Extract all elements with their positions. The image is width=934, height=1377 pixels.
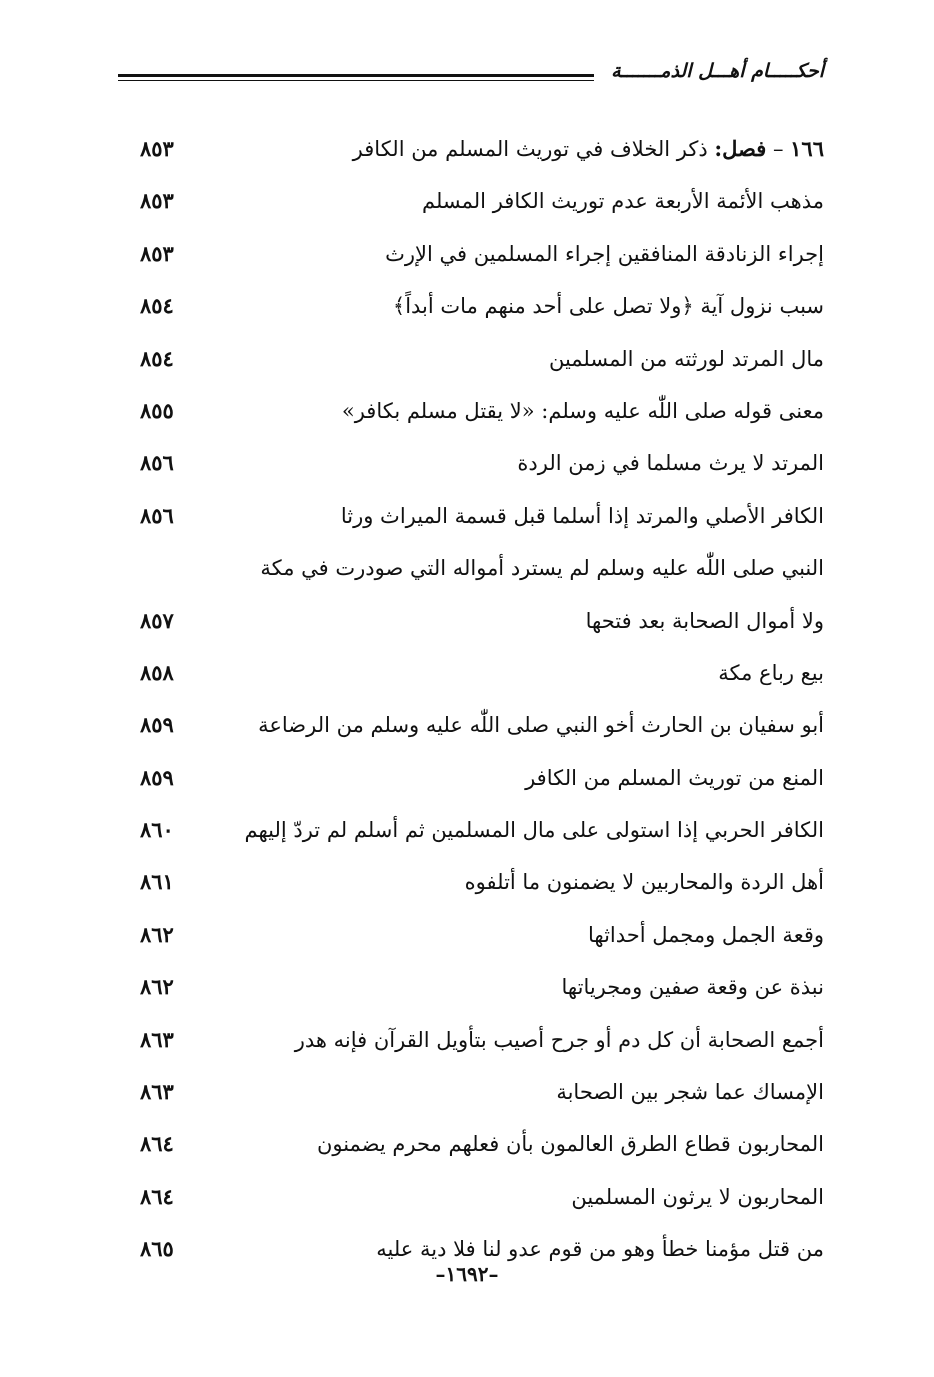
toc-entry [140, 857, 824, 909]
toc-entry-title: الكافر الحربي إذا استولى على مال المسلمين ثم أسلم لم تردّ إليهم [244, 818, 824, 843]
toc-entry-title: مال المرتد لورثته من المسلمين [548, 346, 824, 371]
toc-entry-title: أجمع الصحابة أن كل دم أو جرح أصيب بتأويل القرآن فإنه هدر [294, 1027, 824, 1052]
toc-entry [140, 229, 824, 281]
toc-entry [140, 805, 824, 857]
toc-entry [140, 386, 824, 438]
toc-entry [140, 700, 824, 752]
toc-entry-title: الكافر الأصلي والمرتد إذا أسلما قبل قسمة الميراث ورثا [340, 503, 824, 528]
section-label: فصل: [714, 136, 767, 161]
toc-page-number: ٨٦٤ [140, 1183, 174, 1209]
toc-entry-title: المحاربون قطاع الطرق العالمون بأن فعلهم محرم يضمنون [316, 1132, 824, 1157]
toc-entry [140, 1119, 824, 1171]
toc-entry-title: ولا أموال الصحابة بعد فتحها [585, 608, 824, 633]
toc-entry [140, 334, 824, 386]
toc-entry-title: أبو سفيان بن الحارث أخو النبي صلى اللّٰه عليه وسلم من الرضاعة [258, 713, 824, 738]
toc-entry [140, 753, 824, 805]
table-of-contents [140, 124, 824, 1277]
toc-entry [140, 438, 824, 490]
toc-entry [140, 543, 824, 595]
toc-page-number: ٨٥٦ [140, 450, 174, 476]
toc-entry-title: أهل الردة والمحاربين لا يضمنون ما أتلفوه [464, 870, 824, 895]
toc-entry-title: نبذة عن وقعة صفين ومجرياتها [561, 975, 824, 1000]
toc-entry [140, 910, 824, 962]
running-header [118, 52, 824, 92]
toc-entry-title: المحاربون لا يرثون المسلمين [571, 1184, 824, 1209]
toc-entry-title: مذهب الأئمة الأربعة عدم توريث الكافر المسلم [421, 189, 824, 214]
header-rule-thick [118, 74, 594, 77]
toc-entry-title: النبي صلى اللّٰه عليه وسلم لم يسترد أمواله التي صودرت في مكة [260, 556, 824, 581]
section-dash: – [766, 137, 791, 161]
toc-entry [140, 1015, 824, 1067]
section-title: ذكر الخلاف في توريث المسلم من الكافر [352, 137, 715, 161]
toc-entry-section [140, 124, 824, 176]
toc-entry [140, 176, 824, 228]
toc-entry-title: بيع رباع مكة [718, 660, 824, 685]
toc-entry [140, 648, 824, 700]
toc-page-number: ٨٦٣ [140, 1079, 174, 1105]
toc-page-number: ٨٥٧ [140, 607, 174, 633]
toc-entry [140, 491, 824, 543]
toc-page-number: ٨٦٥ [140, 1236, 174, 1262]
header-rule-thin [118, 80, 594, 81]
toc-page-number: ٨٦٢ [140, 921, 174, 947]
toc-page-number: ٨٥٣ [140, 188, 174, 214]
toc-entry-title: معنى قوله صلى اللّٰه عليه وسلم: «لا يقتل مسلم بكافر» [341, 398, 824, 423]
toc-entry-title: سبب نزول آية ﴿ولا تصل على أحد منهم مات أبداً﴾ [392, 294, 824, 319]
page-number: –١٦٩٢– [435, 1262, 499, 1286]
toc-page-number: ٨٥٤ [140, 293, 174, 319]
toc-entry-title [353, 134, 824, 164]
toc-entry [140, 962, 824, 1014]
toc-entry-title: المرتد لا يرث مسلما في زمن الردة [517, 451, 824, 476]
toc-page-number: ٨٥٥ [140, 397, 174, 423]
toc-entry-title: وقعة الجمل ومجمل أحداثها [587, 922, 824, 947]
toc-page-number: ٨٦١ [140, 869, 174, 895]
toc-entry [140, 1172, 824, 1224]
toc-page-number: ٨٥٨ [140, 659, 174, 685]
toc-page-number: ٨٥٣ [140, 240, 174, 266]
toc-page-number: ٨٥٩ [140, 764, 174, 790]
toc-entry-title: المنع من توريث المسلم من الكافر [525, 765, 824, 790]
toc-entry [140, 281, 824, 333]
toc-page-number: ٨٦٢ [140, 974, 174, 1000]
toc-page-number: ٨٥٣ [140, 136, 174, 161]
toc-page-number: ٨٥٤ [140, 345, 174, 371]
toc-entry [140, 1067, 824, 1119]
toc-page-number: ٨٥٦ [140, 502, 174, 528]
section-number: ١٦٦ [790, 136, 824, 161]
toc-entry-title: إجراء الزنادقة المنافقين إجراء المسلمين في الإرث [385, 241, 824, 266]
toc-page-number: ٨٦٣ [140, 1026, 174, 1052]
toc-page-number: ٨٦٤ [140, 1131, 174, 1157]
toc-page-number: ٨٦٠ [140, 817, 174, 843]
toc-entry-title: من قتل مؤمنا خطأ وهو من قوم عدو لنا فلا دية عليه [376, 1237, 824, 1262]
toc-entry [140, 596, 824, 648]
book-title: أحكـــــام أهـــل الذمـــــــة [601, 60, 824, 82]
toc-entry-title: الإمساك عما شجر بين الصحابة [556, 1080, 824, 1105]
toc-page-number: ٨٥٩ [140, 712, 174, 738]
